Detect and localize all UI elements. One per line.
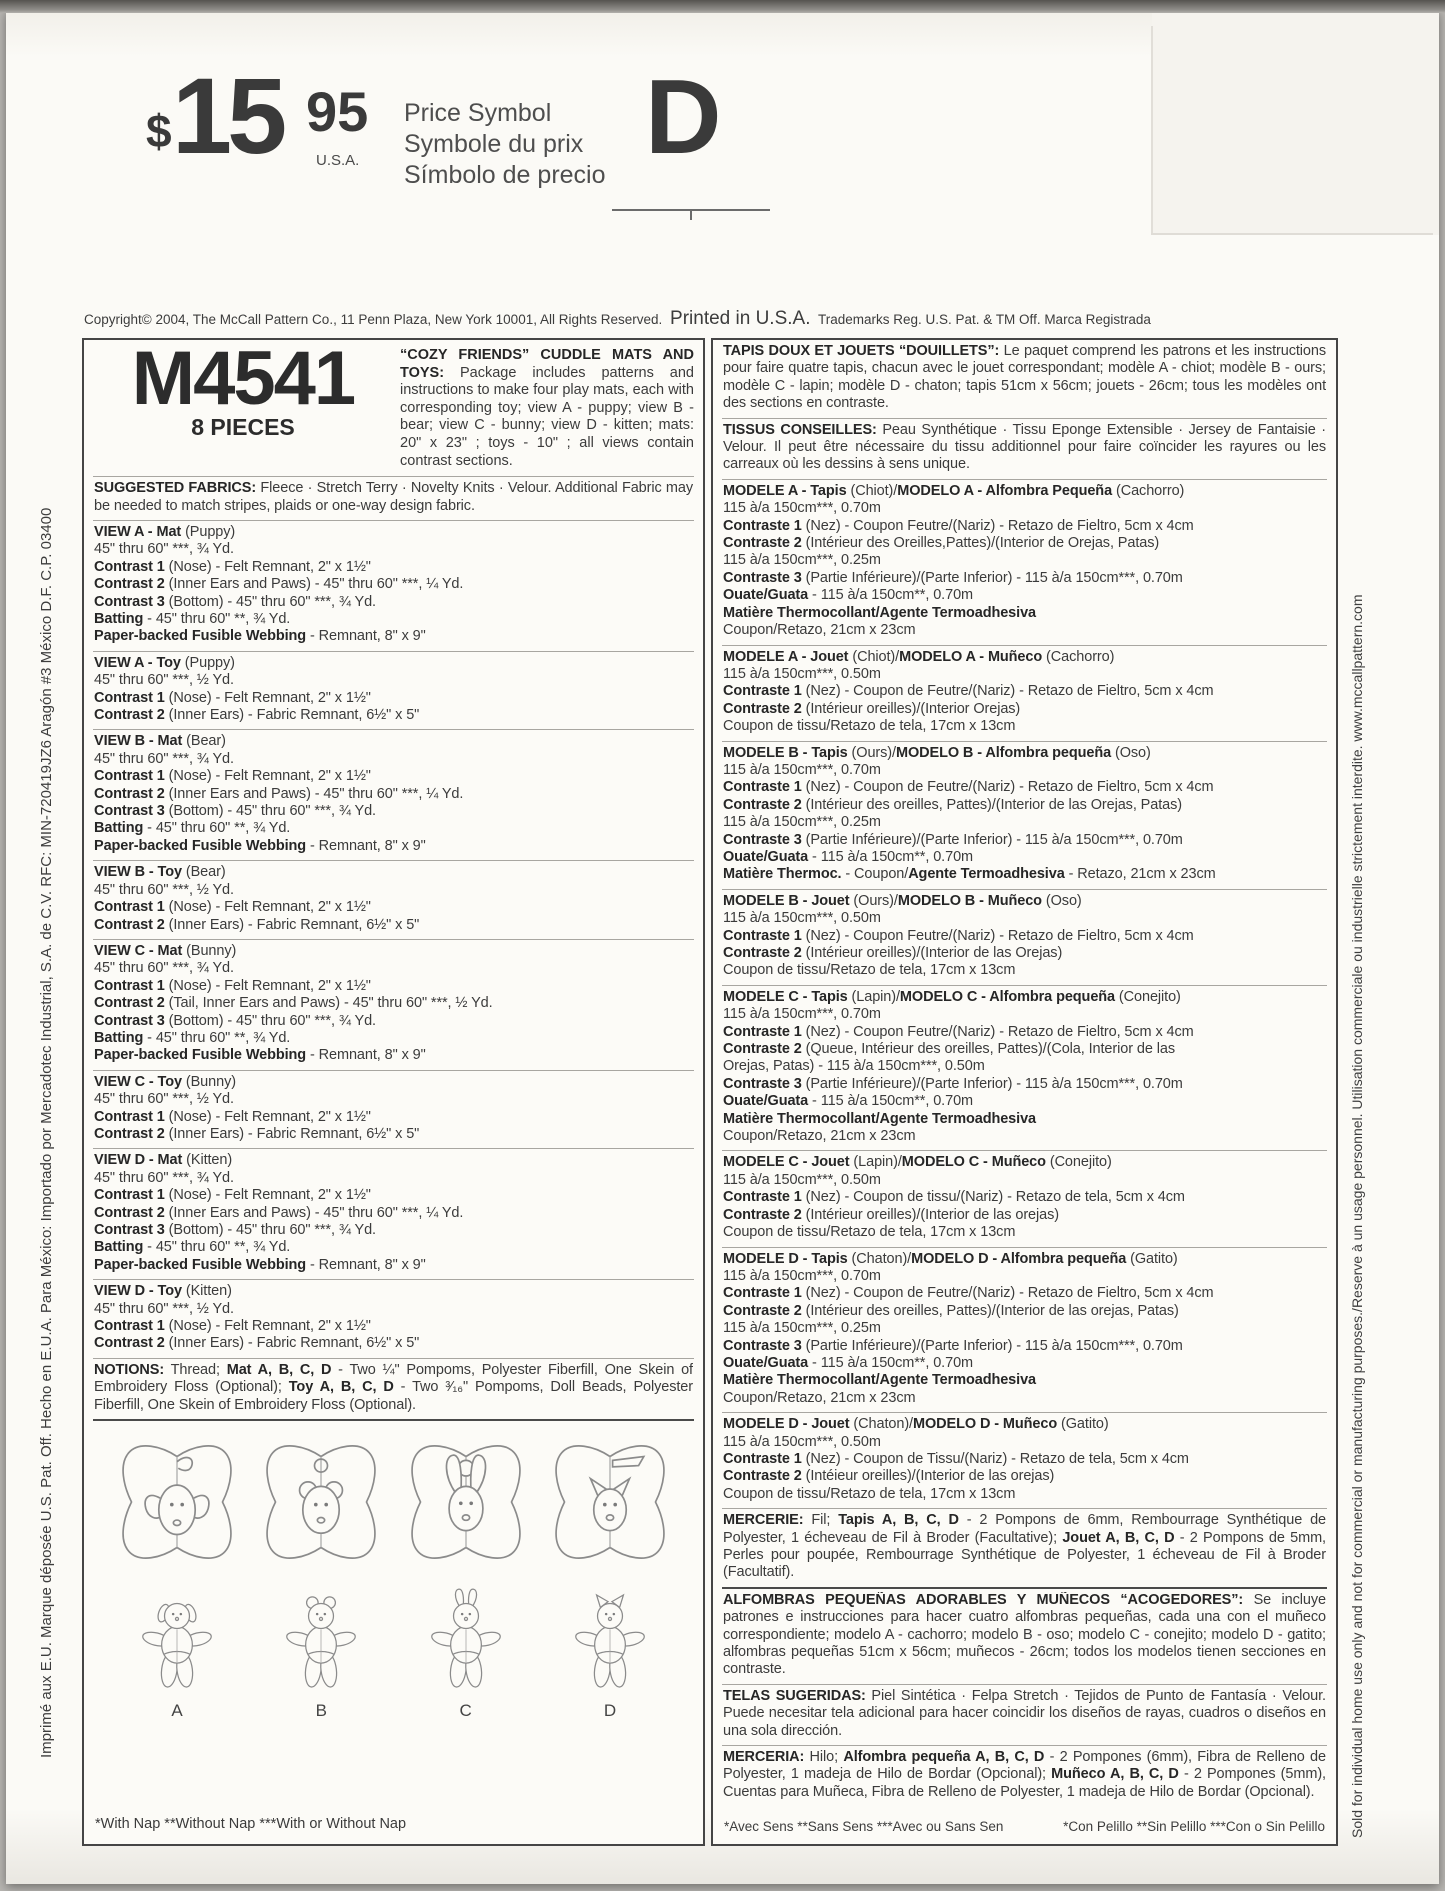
view-d-mat: VIEW D - Mat (Kitten) 45" thru 60" ***, ¾ Yd. Contrast 1 (Nose) - Felt Remnant, 2" x 1½" Contrast 2 (Inner Ears and Paws) - 45" thru 60" ***, ¼ Yd. Contrast 3 (Bottom) - 45" thru 60" ***, ¾ Yd. Batting - 45" thru 60" **, ¾ Yd. Paper-backed Fusible Webbing - Remnant, 8" x 9" [93, 1148, 694, 1279]
pieces-count: 8 PIECES [191, 414, 295, 440]
modele-c-tapis: MODELE C - Tapis (Lapin)/MODELO C - Alfombra pequeña (Conejito) 115 à/a 150cm***, 0.70m Contraste 1 (Nez) - Coupon Feutre/(Nariz) - Retazo de Fieltro, 5cm x 4cm Contraste 2 (Queue, Intérieur des oreilles, Pattes)/(Cola, Interior de las Orejas, Patas) - 115 à/a 150cm***, 0.50m Contraste 3 (Partie Inférieure)/(Parte Inferior) - 115 à/a 150cm***, 0.70m Ouate/Guata - 115 à/a 150cm**, 0.70m Matière Thermocollant/Agente Termoadhesiva Coupon/Retazo, 21cm x 23cm [722, 985, 1327, 1151]
price-symbol-label-fr: Symbole du prix [404, 130, 584, 158]
french-spanish-column [711, 338, 1338, 1846]
price-symbol-labels [404, 98, 606, 191]
notions: NOTIONS: Thread; Mat A, B, C, D - Two ¼" Pompoms, Polyester Fiberfill, One Skein of Embroidery Floss (Optional); Toy A, B, C, D - Two ³⁄₁₆" Pompoms, Doll Beads, Polyester Fiberfill, One Skein of Embroidery Floss (Optional). [93, 1358, 694, 1419]
english-column [82, 338, 705, 1846]
registration-tick [690, 211, 692, 220]
mat-bear-drawing [250, 1437, 392, 1567]
modele-b-tapis: MODELE B - Tapis (Ours)/MODELO B - Alfombra pequeña (Oso) 115 à/a 150cm***, 0.70m Contraste 1 (Nez) - Coupon de Feutre/(Nariz) - Retazo de Fieltro, 5cm x 4cm Contraste 2 (Intérieur des oreilles, Pattes)/(Interior de las Orejas, Patas) 115 à/a 150cm***, 0.25m Contraste 3 (Partie Inférieure)/(Parte Inferior) - 115 à/a 150cm***, 0.70m Ouate/Guata - 115 à/a 150cm**, 0.70m Matière Thermoc. - Coupon/Agente Termoadhesiva - Retazo, 21cm x 23cm [722, 741, 1327, 889]
price-currency: $ [146, 105, 172, 157]
view-a-toy: VIEW A - Toy (Puppy) 45" thru 60" ***, ½ Yd. Contrast 1 (Nose) - Felt Remnant, 2" x 1½" Contrast 2 (Inner Ears) - Fabric Remnant, 6½" x 5" [93, 651, 694, 730]
pattern-number: M4541 [131, 338, 355, 421]
modele-a-jouet: MODELE A - Jouet (Chiot)/MODELO A - Muñeco (Cachorro) 115 à/a 150cm***, 0.50m Contraste 1 (Nez) - Coupon de Feutre/(Nariz) - Retazo de Fieltro, 5cm x 4cm Contraste 2 (Intérieur oreilles)/(Interior Orejas) Coupon de tissu/Retazo de tela, 17cm x 13cm [722, 645, 1327, 741]
view-d-toy: VIEW D - Toy (Kitten) 45" thru 60" ***, ½ Yd. Contrast 1 (Nose) - Felt Remnant, 2" x 1½" Contrast 2 (Inner Ears) - Fabric Remnant, 6½" x 5" [93, 1279, 694, 1358]
pattern-description [393, 347, 694, 470]
printed-in-usa: Printed in U.S.A. [670, 308, 811, 329]
diagram-column-a [105, 1437, 249, 1721]
mercerie: MERCERIE: Fil; Tapis A, B, C, D - 2 Pompons de 6mm, Rembourrage Synthétique de Polyester, 1 écheveau de Fil à Broder (Facultative); Jouet A, B, C, D - 2 Pompons de 5mm, Perles pour poupée, Rembourrage Synthétique de Polyester, 1 écheveau de Fil à Broder (Facultatif). [722, 1508, 1327, 1587]
price-symbol-label-es: Símbolo de precio [404, 161, 606, 189]
mat-kitten-drawing [539, 1437, 681, 1567]
mat-puppy-drawing [106, 1437, 248, 1567]
pattern-description-text: Package includes patterns and instructions to make four play mats, each with corresponding toy; view A - puppy; view B - bear; view C - bunny; view D - kitten; mats: 20" x 23" ; toys - 10" ; all views contain contrast sections. [400, 364, 694, 469]
view-label-a: A [171, 1701, 183, 1721]
modele-d-tapis: MODELE D - Tapis (Chaton)/MODELO D - Alfombra pequeña (Gatito) 115 à/a 150cm***, 0.70m Contraste 1 (Nez) - Coupon de Feutre/(Nariz) - Retazo de Fieltro, 5cm x 4cm Contraste 2 (Intérieur des oreilles, Pattes)/(Interior de las orejas, Patas) 115 à/a 150cm***, 0.25m Contraste 3 (Partie Inférieure)/(Parte Inferior) - 115 à/a 150cm***, 0.70m Ouate/Guata - 115 à/a 150cm**, 0.70m Matière Thermocollant/Agente Termoadhesiva Coupon/Retazo, 21cm x 23cm [722, 1247, 1327, 1413]
alfombras-pequenas: ALFOMBRAS PEQUEÑAS ADORABLES Y MUÑECOS “ACOGEDORES”: Se incluye patrones e instrucciones para hacer cuatro alfombras pequeñas, cada una con el muñeco correspondiente; modelo A - cachorro; modelo B - oso; modelo C - conejito; modelo D - gatito; alfombras pequeñas 51cm x 56cm; muñecos - 26cm; todos los modelos tienen secciones en contraste. [722, 1587, 1327, 1684]
price-symbol-value: D [645, 58, 722, 176]
pattern-title: “COZY FRIENDS” CUDDLE MATS AND TOYS: [400, 347, 694, 381]
modele-a-tapis: MODELE A - Tapis (Chiot)/MODELO A - Alfombra Pequeña (Cachorro) 115 à/a 150cm***, 0.70m Contraste 1 (Nez) - Coupon Feutre/(Nariz) - Retazo de Fieltro, 5cm x 4cm Contraste 2 (Intérieur des Oreilles,Pattes)/(Interior de Orejas, Patas) 115 à/a 150cm***, 0.25m Contraste 3 (Partie Inférieure)/(Parte Inferior) - 115 à/a 150cm***, 0.70m Ouate/Guata - 115 à/a 150cm**, 0.70m Matière Thermocollant/Agente Termoadhesiva Coupon/Retazo, 21cm x 23cm [722, 479, 1327, 645]
diagram-column-c [394, 1437, 538, 1721]
toy-kitten-drawing [562, 1587, 658, 1695]
flap-crease-horizontal [1151, 233, 1433, 235]
mat-bunny-drawing [395, 1437, 537, 1567]
view-label-d: D [603, 1701, 617, 1721]
french-spanish-sections [722, 340, 1327, 1806]
price-cents: 95 [306, 80, 369, 143]
toy-bunny-drawing [418, 1587, 514, 1695]
tapis-doux: TAPIS DOUX ET JOUETS “DOUILLETS”: Le paquet comprend les patrons et les instructions pour faire quatre tapis, chacun avec le jouet correspondant; modèle A - chiot; modèle B - ours; modèle C - lapin; modèle D - chaton; tapis 51cm x 56cm; jouets - 26cm; tous les modèles ont des sections en contraste. [723, 343, 1326, 412]
trademark-text: Trademarks Reg. U.S. Pat. & TM Off. Marca Registrada [818, 312, 1151, 327]
toy-puppy-drawing [129, 1587, 225, 1695]
french-nap-footnote: *Avec Sens **Sans Sens ***Avec ou Sans Sen [724, 1819, 1004, 1834]
view-b-toy: VIEW B - Toy (Bear) 45" thru 60" ***, ½ Yd. Contrast 1 (Nose) - Felt Remnant, 2" x 1½" Contrast 2 (Inner Ears) - Fabric Remnant, 6½" x 5" [93, 860, 694, 939]
view-label-b: B [315, 1701, 327, 1721]
diagram-column-d [538, 1437, 682, 1721]
telas-sugeridas: TELAS SUGERIDAS: Piel Sintética · Felpa Stretch · Tejidos de Punto de Fantasía · Velour. Puede necesitar tela adicional para hacer coincidir los diseños de rayas, cuadros o diseños en una sola dirección. [722, 1684, 1327, 1745]
right-vertical-license-text: Sold for individual home use only and not for commercial or manufacturing purposes./Reserve à un usage personnel. Utilisation commerciale ou industrielle strictement interdite. www.mccallpattern.com [1349, 594, 1365, 1838]
view-diagrams [93, 1421, 694, 1721]
copyright-text: Copyright© 2004, The McCall Pattern Co., 11 Penn Plaza, New York 10001, All Rights Reserved. [84, 312, 663, 327]
copyright-line [84, 308, 1344, 330]
sens-pelillo-footnotes [722, 1815, 1327, 1844]
photo-top-edge [0, 0, 1445, 13]
english-sections [93, 476, 694, 1419]
price-region: U.S.A. [316, 152, 360, 169]
modele-b-jouet: MODELE B - Jouet (Ours)/MODELO B - Muñeco (Oso) 115 à/a 150cm***, 0.50m Contraste 1 (Nez) - Coupon Feutre/(Nariz) - Retazo de Fieltro, 5cm x 4cm Contraste 2 (Intérieur oreilles)/(Interior de las Orejas) Coupon de tissu/Retazo de tela, 17cm x 13cm [722, 889, 1327, 985]
pattern-header [93, 340, 694, 476]
left-vertical-imprint-text: Imprimé aux E.U. Marque déposée U.S. Pat. Off. Hecho en E.U.A. Para México: Importado por Mercadotec Industrial, S.A. de C.V. RFC: MIN-720419JZ6 Aragón #3 México D.F. C.P. 03400 [38, 507, 55, 1758]
nap-footnote: *With Nap **Without Nap ***With or Without Nap [95, 1816, 407, 1832]
view-c-mat: VIEW C - Mat (Bunny) 45" thru 60" ***, ¾ Yd. Contrast 1 (Nose) - Felt Remnant, 2" x 1½" Contrast 2 (Tail, Inner Ears and Paws) - 45" thru 60" ***, ½ Yd. Contrast 3 (Bottom) - 45" thru 60" ***, ¾ Yd. Batting - 45" thru 60" **, ¾ Yd. Paper-backed Fusible Webbing - Remnant, 8" x 9" [93, 939, 694, 1070]
view-b-mat: VIEW B - Mat (Bear) 45" thru 60" ***, ¾ Yd. Contrast 1 (Nose) - Felt Remnant, 2" x 1½" Contrast 2 (Inner Ears and Paws) - 45" thru 60" ***, ¼ Yd. Contrast 3 (Bottom) - 45" thru 60" ***, ¾ Yd. Batting - 45" thru 60" **, ¾ Yd. Paper-backed Fusible Webbing - Remnant, 8" x 9" [93, 729, 694, 860]
price-symbol-label-en: Price Symbol [404, 99, 552, 127]
registration-mark [612, 209, 770, 211]
toy-bear-drawing [273, 1587, 369, 1695]
diagram-column-b [249, 1437, 393, 1721]
price-amount: 15 [172, 55, 283, 176]
merceria: MERCERIA: Hilo; Alfombra pequeña A, B, C, D - 2 Pompones (6mm), Fibra de Relleno de Polyester, 1 madeja de Hilo de Bordar (Opcional); Muñeco A, B, C, D - 2 Pompones (5mm), Cuentas para Muñeca, Fibra de Relleno de Polyester, 1 madeja de Hilo de Bordar (Opcional). [722, 1745, 1327, 1806]
suggested-fabrics: SUGGESTED FABRICS: Fleece · Stretch Terry · Novelty Knits · Velour. Additional Fabric may be needed to match stripes, plaids or one-way design fabric. [93, 476, 694, 520]
view-label-c: C [459, 1701, 472, 1721]
pattern-id-block [93, 338, 393, 470]
diagram-area [93, 1419, 694, 1844]
flap-crease-vertical [1151, 26, 1153, 234]
modele-d-jouet: MODELE D - Jouet (Chaton)/MODELO D - Muñeco (Gatito) 115 à/a 150cm***, 0.50m Contraste 1 (Nez) - Coupon de Tissu/(Nariz) - Retazo de tela, 5cm x 4cm Contraste 2 (Intéieur oreilles)/(Interior de las orejas) Coupon de tissu/Retazo de tela, 17cm x 13cm [722, 1412, 1327, 1508]
spanish-nap-footnote: *Con Pelillo **Sin Pelillo ***Con o Sin Pelillo [1063, 1819, 1325, 1834]
view-c-toy: VIEW C - Toy (Bunny) 45" thru 60" ***, ½ Yd. Contrast 1 (Nose) - Felt Remnant, 2" x 1½" Contrast 2 (Inner Ears) - Fabric Remnant, 6½" x 5" [93, 1070, 694, 1149]
envelope-flap [1152, 13, 1439, 235]
tissus-conseilles: TISSUS CONSEILLES: Peau Synthétique · Tissu Eponge Extensible · Jersey de Fantaisie · Velour. Il peut être nécessaire du tissu additionnel pour faire coïncider les rayures ou les carreaux où les dessins à sens unique. [722, 418, 1327, 479]
view-a-mat: VIEW A - Mat (Puppy) 45" thru 60" ***, ¾ Yd. Contrast 1 (Nose) - Felt Remnant, 2" x 1½" Contrast 2 (Inner Ears and Paws) - 45" thru 60" ***, ¼ Yd. Contrast 3 (Bottom) - 45" thru 60" ***, ¾ Yd. Batting - 45" thru 60" **, ¾ Yd. Paper-backed Fusible Webbing - Remnant, 8" x 9" [93, 520, 694, 651]
modele-c-jouet: MODELE C - Jouet (Lapin)/MODELO C - Muñeco (Conejito) 115 à/a 150cm***, 0.50m Contraste 1 (Nez) - Coupon de tissu/(Nariz) - Retazo de tela, 5cm x 4cm Contraste 2 (Intérieur oreilles)/(Interior de las orejas) Coupon de tissu/Retazo de tela, 17cm x 13cm [722, 1150, 1327, 1246]
spacer [722, 1806, 1327, 1815]
